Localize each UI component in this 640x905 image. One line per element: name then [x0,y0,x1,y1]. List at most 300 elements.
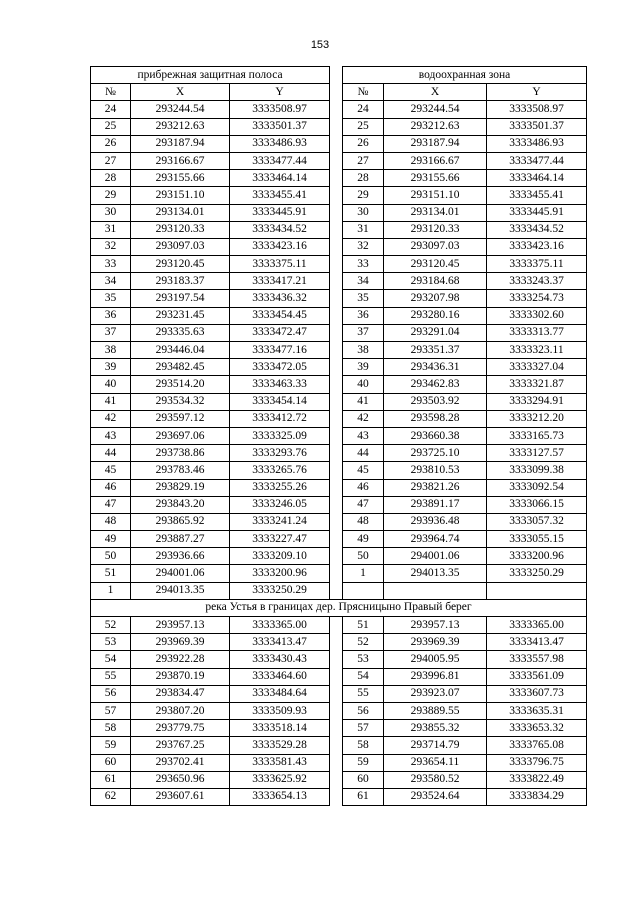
point-number: 55 [343,685,384,702]
point-number: 26 [91,135,131,152]
y-coordinate: 3333365.00 [230,617,330,634]
table-row [91,342,587,359]
point-number: 62 [91,788,131,805]
column-gap [330,788,343,805]
y-coordinate: 3333463.33 [230,376,330,393]
point-number: 38 [343,342,384,359]
y-coordinate: 3333464.14 [230,170,330,187]
point-number: 54 [91,651,131,668]
y-coordinate: 3333472.47 [230,324,330,341]
x-coordinate: 293244.54 [384,101,487,118]
y-coordinate: 3333254.73 [487,290,587,307]
y-coordinate [487,582,587,599]
x-coordinate: 293187.94 [131,135,230,152]
table-row [91,582,587,599]
column-gap [330,342,343,359]
column-gap [330,187,343,204]
x-coordinate: 293779.75 [131,720,230,737]
x-coordinate: 293598.28 [384,410,487,427]
point-number: 36 [343,307,384,324]
table-row [91,410,587,427]
y-coordinate: 3333765.08 [487,737,587,754]
x-coordinate: 293957.13 [384,617,487,634]
y-coordinate: 3333454.45 [230,307,330,324]
point-number: 32 [343,238,384,255]
x-coordinate: 293462.83 [384,376,487,393]
point-number: 25 [343,118,384,135]
x-coordinate: 293936.48 [384,513,487,530]
column-gap [330,720,343,737]
x-coordinate: 293436.31 [384,359,487,376]
point-number: 46 [343,479,384,496]
point-number: 37 [343,324,384,341]
x-coordinate: 293184.68 [384,273,487,290]
table-row [91,668,587,685]
table-row [91,548,587,565]
coordinates-table [90,66,587,806]
point-number: 51 [91,565,131,582]
x-coordinate: 293829.19 [131,479,230,496]
x-coordinate: 293957.13 [131,617,230,634]
y-coordinate: 3333413.47 [487,634,587,651]
y-coordinate: 3333436.32 [230,290,330,307]
x-coordinate: 293212.63 [131,118,230,135]
column-gap [330,273,343,290]
column-gap [330,256,343,273]
y-coordinate: 3333325.09 [230,427,330,444]
x-coordinate: 293834.47 [131,685,230,702]
left-section-title: прибрежная защитная полоса [91,67,330,84]
y-coordinate: 3333581.43 [230,754,330,771]
point-number: 45 [91,462,131,479]
x-coordinate: 293183.37 [131,273,230,290]
x-coordinate: 293120.45 [384,256,487,273]
point-number: 51 [343,617,384,634]
column-gap [330,531,343,548]
x-coordinate: 293855.32 [384,720,487,737]
y-coordinate: 3333454.14 [230,393,330,410]
y-coordinate: 3333472.05 [230,359,330,376]
y-coordinate: 3333243.37 [487,273,587,290]
point-number: 52 [343,634,384,651]
table-row [91,427,587,444]
x-coordinate: 293969.39 [384,634,487,651]
table-row [91,771,587,788]
point-number: 32 [91,238,131,255]
point-number: 38 [91,342,131,359]
x-coordinate: 293702.41 [131,754,230,771]
point-number: 40 [91,376,131,393]
table-row [91,737,587,754]
y-coordinate: 3333423.16 [230,238,330,255]
x-coordinate: 293697.06 [131,427,230,444]
column-gap [330,410,343,427]
x-coordinate: 293120.45 [131,256,230,273]
column-gap [330,290,343,307]
x-coordinate: 293280.16 [384,307,487,324]
table-row [91,651,587,668]
y-coordinate: 3333250.29 [230,582,330,599]
x-coordinate: 293524.64 [384,788,487,805]
table-row [91,513,587,530]
x-coordinate: 293151.10 [131,187,230,204]
x-coordinate: 294013.35 [384,565,487,582]
y-coordinate: 3333486.93 [230,135,330,152]
y-coordinate: 3333822.49 [487,771,587,788]
point-number: 31 [91,221,131,238]
x-coordinate: 293923.07 [384,685,487,702]
x-coordinate: 293503.92 [384,393,487,410]
y-coordinate: 3333313.77 [487,324,587,341]
table-row [91,101,587,118]
x-coordinate: 293207.98 [384,290,487,307]
x-coordinate: 293335.63 [131,324,230,341]
point-number: 42 [343,410,384,427]
y-coordinate: 3333561.09 [487,668,587,685]
point-number: 53 [343,651,384,668]
point-number: 50 [91,548,131,565]
column-gap [330,771,343,788]
point-number: 60 [343,771,384,788]
column-gap [330,582,343,599]
point-number: 42 [91,410,131,427]
x-coordinate: 293482.45 [131,359,230,376]
x-coordinate: 293166.67 [384,152,487,169]
table-row [91,238,587,255]
column-gap [330,67,343,84]
y-coordinate: 3333455.41 [487,187,587,204]
x-coordinate: 293446.04 [131,342,230,359]
header-no: № [91,84,131,101]
x-coordinate: 293870.19 [131,668,230,685]
x-coordinate: 293244.54 [131,101,230,118]
point-number: 1 [343,565,384,582]
table-row [91,496,587,513]
point-number: 41 [91,393,131,410]
x-coordinate: 293097.03 [384,238,487,255]
y-coordinate: 3333227.47 [230,531,330,548]
table-row [91,152,587,169]
y-coordinate: 3333127.57 [487,445,587,462]
point-number: 29 [343,187,384,204]
column-gap [330,170,343,187]
point-number: 56 [343,702,384,719]
right-section-title: водоохранная зона [343,67,587,84]
x-coordinate: 293155.66 [131,170,230,187]
x-coordinate: 293660.38 [384,427,487,444]
section2-title: река Устья в границах дер. Прясницыно Правый берег [91,599,587,616]
y-coordinate: 3333518.14 [230,720,330,737]
y-coordinate: 3333365.00 [487,617,587,634]
x-coordinate: 293166.67 [131,152,230,169]
column-gap [330,359,343,376]
y-coordinate: 3333200.96 [487,548,587,565]
x-coordinate: 293969.39 [131,634,230,651]
y-coordinate: 3333509.93 [230,702,330,719]
x-coordinate: 294001.06 [131,565,230,582]
column-gap [330,152,343,169]
x-coordinate: 293865.92 [131,513,230,530]
x-coordinate: 293996.81 [384,668,487,685]
y-coordinate: 3333265.76 [230,462,330,479]
point-number: 33 [91,256,131,273]
y-coordinate: 3333375.11 [487,256,587,273]
y-coordinate: 3333834.29 [487,788,587,805]
x-coordinate: 293534.32 [131,393,230,410]
column-gap [330,221,343,238]
table-row [91,702,587,719]
table-row [91,788,587,805]
point-number: 57 [91,702,131,719]
y-coordinate: 3333654.13 [230,788,330,805]
x-coordinate: 293783.46 [131,462,230,479]
x-coordinate: 294013.35 [131,582,230,599]
point-number: 43 [343,427,384,444]
y-coordinate: 3333321.87 [487,376,587,393]
x-coordinate: 293134.01 [131,204,230,221]
table-row [91,170,587,187]
point-number: 30 [91,204,131,221]
point-number: 58 [343,737,384,754]
point-number: 60 [91,754,131,771]
table-row [91,479,587,496]
y-coordinate: 3333653.32 [487,720,587,737]
section-title-row [91,599,587,616]
y-coordinate: 3333445.91 [487,204,587,221]
point-number: 40 [343,376,384,393]
point-number [343,582,384,599]
y-coordinate: 3333501.37 [487,118,587,135]
point-number: 34 [343,273,384,290]
point-number: 34 [91,273,131,290]
x-coordinate: 293650.96 [131,771,230,788]
column-gap [330,84,343,101]
x-coordinate: 293351.37 [384,342,487,359]
y-coordinate: 3333464.14 [487,170,587,187]
table-row [91,720,587,737]
point-number: 1 [91,582,131,599]
point-number: 25 [91,118,131,135]
table-row [91,118,587,135]
point-number: 53 [91,634,131,651]
table-row [91,462,587,479]
y-coordinate: 3333200.96 [230,565,330,582]
point-number: 48 [343,513,384,530]
x-coordinate: 293231.45 [131,307,230,324]
x-coordinate: 293807.20 [131,702,230,719]
table-row [91,376,587,393]
y-coordinate: 3333165.73 [487,427,587,444]
point-number: 47 [343,496,384,513]
x-coordinate: 293821.26 [384,479,487,496]
point-number: 48 [91,513,131,530]
point-number: 28 [91,170,131,187]
y-coordinate: 3333294.91 [487,393,587,410]
column-gap [330,462,343,479]
column-gap [330,445,343,462]
point-number: 44 [343,445,384,462]
point-number: 35 [343,290,384,307]
y-coordinate: 3333246.05 [230,496,330,513]
column-gap [330,565,343,582]
y-coordinate: 3333057.32 [487,513,587,530]
x-coordinate: 293120.33 [384,221,487,238]
point-number: 49 [343,531,384,548]
column-gap [330,513,343,530]
table-row [91,204,587,221]
y-coordinate: 3333417.21 [230,273,330,290]
x-coordinate: 293514.20 [131,376,230,393]
y-coordinate: 3333455.41 [230,187,330,204]
title-row [91,67,587,84]
point-number: 28 [343,170,384,187]
point-number: 43 [91,427,131,444]
y-coordinate: 3333092.54 [487,479,587,496]
x-coordinate: 293197.54 [131,290,230,307]
table-row [91,290,587,307]
y-coordinate: 3333413.47 [230,634,330,651]
point-number: 37 [91,324,131,341]
column-gap [330,668,343,685]
table-row [91,617,587,634]
column-gap [330,135,343,152]
point-number: 59 [91,737,131,754]
page-number: 153 [310,39,330,51]
x-coordinate: 293738.86 [131,445,230,462]
table-row [91,531,587,548]
y-coordinate: 3333302.60 [487,307,587,324]
column-gap [330,101,343,118]
header-row [91,84,587,101]
point-number: 61 [343,788,384,805]
y-coordinate: 3333212.20 [487,410,587,427]
x-coordinate: 293843.20 [131,496,230,513]
x-coordinate: 293887.27 [131,531,230,548]
y-coordinate: 3333477.44 [487,152,587,169]
point-number: 26 [343,135,384,152]
x-coordinate: 294001.06 [384,548,487,565]
column-gap [330,393,343,410]
x-coordinate: 293155.66 [384,170,487,187]
header-y: Y [487,84,587,101]
x-coordinate: 293212.63 [384,118,487,135]
x-coordinate: 293580.52 [384,771,487,788]
y-coordinate: 3333477.16 [230,342,330,359]
x-coordinate [384,582,487,599]
point-number: 57 [343,720,384,737]
x-coordinate: 293964.74 [384,531,487,548]
y-coordinate: 3333557.98 [487,651,587,668]
column-gap [330,754,343,771]
point-number: 44 [91,445,131,462]
point-number: 39 [91,359,131,376]
y-coordinate: 3333508.97 [230,101,330,118]
table-row [91,393,587,410]
y-coordinate: 3333464.60 [230,668,330,685]
table-row [91,256,587,273]
y-coordinate: 3333445.91 [230,204,330,221]
header-no: № [343,84,384,101]
column-gap [330,496,343,513]
table-row [91,307,587,324]
point-number: 58 [91,720,131,737]
column-gap [330,737,343,754]
y-coordinate: 3333434.52 [487,221,587,238]
x-coordinate: 293767.25 [131,737,230,754]
y-coordinate: 3333250.29 [487,565,587,582]
y-coordinate: 3333796.75 [487,754,587,771]
y-coordinate: 3333055.15 [487,531,587,548]
table-row [91,685,587,702]
y-coordinate: 3333209.10 [230,548,330,565]
y-coordinate: 3333327.04 [487,359,587,376]
y-coordinate: 3333099.38 [487,462,587,479]
point-number: 27 [343,152,384,169]
y-coordinate: 3333293.76 [230,445,330,462]
point-number: 61 [91,771,131,788]
x-coordinate: 294005.95 [384,651,487,668]
x-coordinate: 293597.12 [131,410,230,427]
y-coordinate: 3333486.93 [487,135,587,152]
header-y: Y [230,84,330,101]
y-coordinate: 3333323.11 [487,342,587,359]
y-coordinate: 3333484.64 [230,685,330,702]
x-coordinate: 293936.66 [131,548,230,565]
column-gap [330,479,343,496]
x-coordinate: 293120.33 [131,221,230,238]
point-number: 36 [91,307,131,324]
y-coordinate: 3333430.43 [230,651,330,668]
point-number: 29 [91,187,131,204]
y-coordinate: 3333423.16 [487,238,587,255]
table-row [91,135,587,152]
y-coordinate: 3333501.37 [230,118,330,135]
point-number: 39 [343,359,384,376]
table-row [91,445,587,462]
column-gap [330,238,343,255]
x-coordinate: 293889.55 [384,702,487,719]
y-coordinate: 3333412.72 [230,410,330,427]
table-row [91,565,587,582]
x-coordinate: 293187.94 [384,135,487,152]
point-number: 24 [91,101,131,118]
point-number: 47 [91,496,131,513]
x-coordinate: 293097.03 [131,238,230,255]
column-gap [330,685,343,702]
column-gap [330,204,343,221]
x-coordinate: 293891.17 [384,496,487,513]
point-number: 54 [343,668,384,685]
x-coordinate: 293810.53 [384,462,487,479]
column-gap [330,702,343,719]
point-number: 52 [91,617,131,634]
point-number: 56 [91,685,131,702]
y-coordinate: 3333255.26 [230,479,330,496]
y-coordinate: 3333477.44 [230,152,330,169]
y-coordinate: 3333625.92 [230,771,330,788]
point-number: 55 [91,668,131,685]
y-coordinate: 3333607.73 [487,685,587,702]
y-coordinate: 3333635.31 [487,702,587,719]
point-number: 41 [343,393,384,410]
point-number: 46 [91,479,131,496]
header-x: X [384,84,487,101]
column-gap [330,307,343,324]
point-number: 35 [91,290,131,307]
table-row [91,187,587,204]
x-coordinate: 293922.28 [131,651,230,668]
y-coordinate: 3333375.11 [230,256,330,273]
